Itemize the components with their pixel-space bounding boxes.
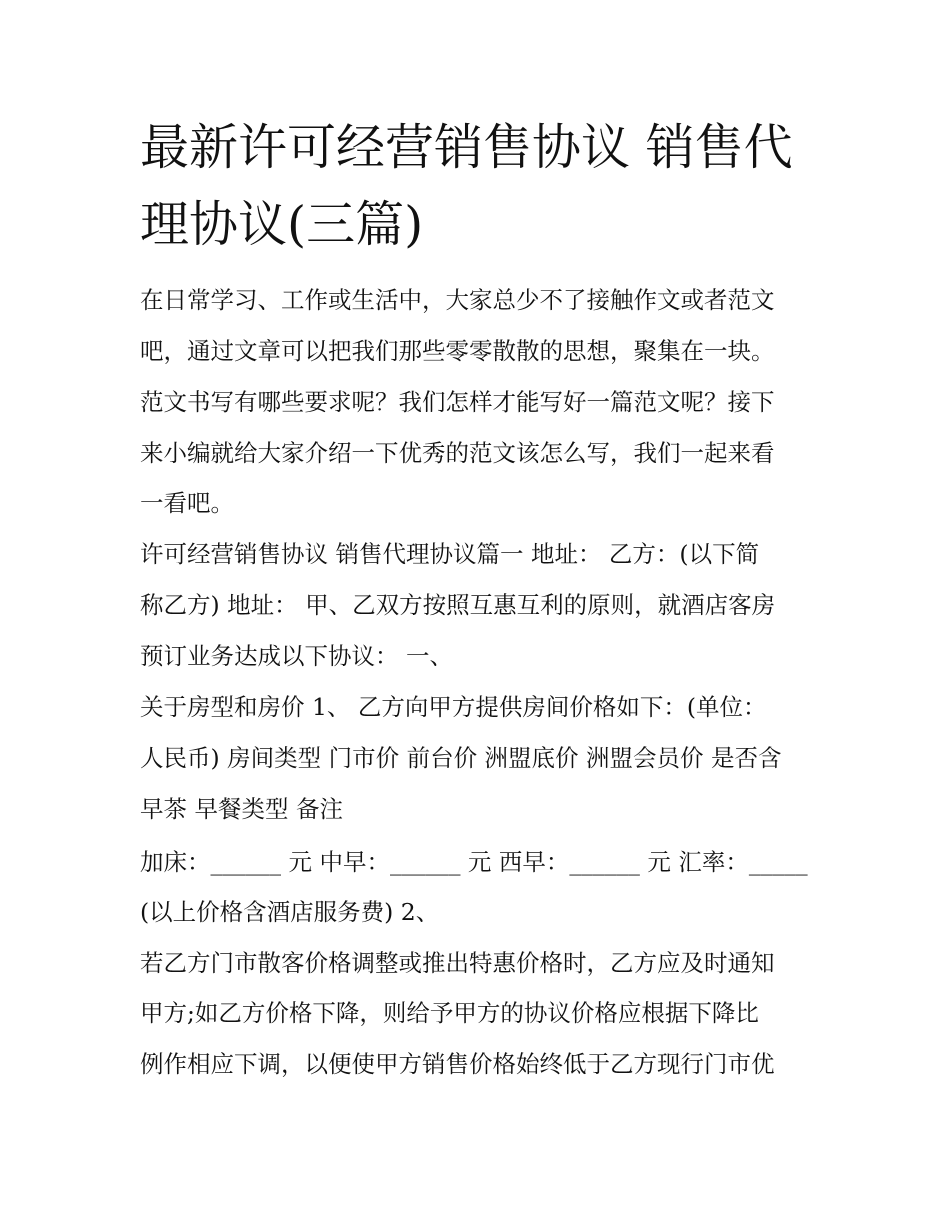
title-line-1: 最新许可经营销售协议 销售代 [140, 119, 793, 176]
title-line-2: 理协议(三篇) [140, 196, 424, 253]
body-line: 在日常学习、工作或生活中，大家总少不了接触作文或者范文 [140, 286, 775, 314]
body-line: 范文书写有哪些要求呢？我们怎样才能写好一篇范文呢？接下 [140, 388, 775, 416]
body-line: 加床：______ 元 中早：______ 元 西早：______ 元 汇率：_____ [140, 848, 808, 876]
body-line: 若乙方门市散客价格调整或推出特惠价格时，乙方应及时通知 [140, 949, 775, 977]
body-line: 称乙方) 地址： 甲、乙双方按照互惠互利的原则，就酒店客房 [140, 591, 776, 619]
body-line: 例作相应下调，以便使甲方销售价格始终低于乙方现行门市优 [140, 1050, 775, 1078]
body-line: 来小编就给大家介绍一下优秀的范文该怎么写，我们一起来看 [140, 439, 775, 467]
body-line: 甲方;如乙方价格下降，则给予甲方的协议价格应根据下降比 [140, 999, 759, 1027]
body-line: 一看吧。 [140, 489, 234, 517]
body-line: 预订业务达成以下协议： 一、 [140, 642, 453, 670]
body-line: 人民币) 房间类型 门市价 前台价 洲盟底价 洲盟会员价 是否含 [140, 744, 782, 772]
body-line: 关于房型和房价 1、 乙方向甲方提供房间价格如下：(单位： [140, 693, 767, 721]
body-line: 吧，通过文章可以把我们那些零零散散的思想，聚集在一块。 [140, 337, 775, 365]
body-line: (以上价格含酒店服务费) 2、 [140, 898, 440, 926]
body-line: 许可经营销售协议 销售代理协议篇一 地址： 乙方：(以下简 [140, 540, 760, 568]
body-line: 早茶 早餐类型 备注 [140, 795, 343, 823]
